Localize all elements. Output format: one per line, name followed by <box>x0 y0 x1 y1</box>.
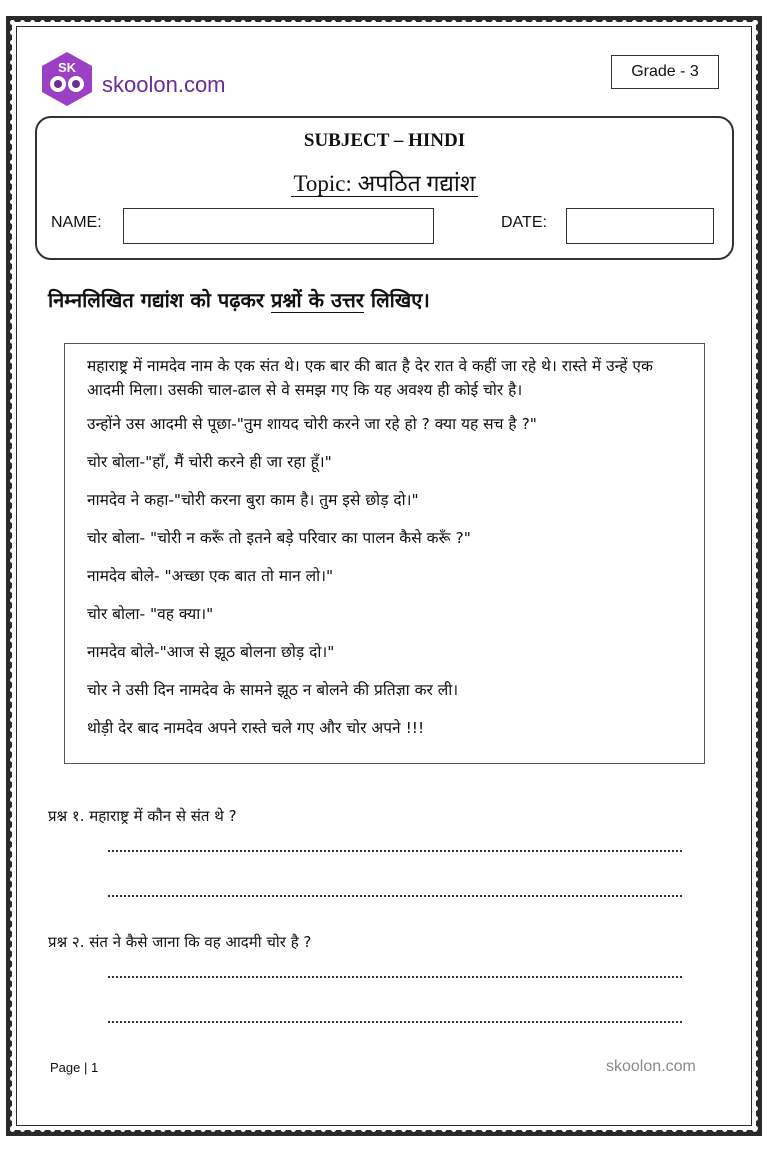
question-2: प्रश्न २. संत ने कैसे जाना कि वह आदमी चोर है ? <box>48 933 312 951</box>
question-1: प्रश्न १. महाराष्ट्र में कौन से संत थे ? <box>48 807 237 825</box>
page-number: Page | 1 <box>50 1060 99 1075</box>
passage-line: थोड़ी देर बाद नामदेव अपने रास्ते चले गए और चोर अपने !!! <box>87 719 425 737</box>
date-label: DATE: <box>501 214 547 231</box>
svg-text:SK: SK <box>57 60 77 75</box>
passage-line: उन्होंने उस आदमी से पूछा-"तुम शायद चोरी करने जा रहे हो ? क्या यह सच है ?" <box>87 415 537 433</box>
passage-line: चोर बोला- "चोरी न करूँ तो इतने बड़े परिवार का पालन कैसे करूँ ?" <box>87 529 471 547</box>
passage-box <box>64 343 705 764</box>
passage-line: नामदेव बोले-"आज से झूठ बोलना छोड़ दो।" <box>87 643 335 661</box>
passage-line: चोर ने उसी दिन नामदेव के सामने झूठ न बोलने की प्रतिज्ञा कर ली। <box>87 681 459 699</box>
topic-title: Topic: अपठित गद्यांश <box>293 171 476 196</box>
date-field[interactable] <box>566 208 714 244</box>
passage-line: नामदेव बोले- "अच्छा एक बात तो मान लो।" <box>87 567 334 585</box>
answer-line-1b[interactable] <box>108 893 682 897</box>
subject-title: SUBJECT – HINDI <box>303 130 466 151</box>
answer-line-1a[interactable] <box>108 848 682 852</box>
owl-logo-icon <box>38 50 96 108</box>
name-label: NAME: <box>51 214 102 231</box>
site-name: skoolon.com <box>102 72 226 97</box>
footer-site[interactable]: skoolon.com <box>606 1058 696 1075</box>
answer-line-2a[interactable] <box>108 974 682 978</box>
name-field[interactable] <box>123 208 434 244</box>
passage-line: चोर बोला-"हाँ, मैं चोरी करने ही जा रहा हूँ।" <box>87 453 332 471</box>
grade-badge: Grade - 3 <box>611 55 719 89</box>
instruction-heading: निम्नलिखित गद्यांश को पढ़कर प्रश्नों के उत्तर लिखिए। <box>48 288 430 312</box>
passage-paragraph: महाराष्ट्र में नामदेव नाम के एक संत थे। एक बार की बात है देर रात वे कहीं जा रहे थे। रास्ते में उन्हें एक आदमी मिला। उसकी चाल-ढाल से वे समझ गए कि यह अवश्य ही कोई चोर है। <box>87 357 653 399</box>
skoolon-logo[interactable] <box>38 50 226 108</box>
passage-line: चोर बोला- "वह क्या।" <box>87 605 214 623</box>
worksheet-header <box>35 116 734 260</box>
passage-line: नामदेव ने कहा-"चोरी करना बुरा काम है। तुम इसे छोड़ दो।" <box>87 491 419 509</box>
answer-line-2b[interactable] <box>108 1019 682 1023</box>
